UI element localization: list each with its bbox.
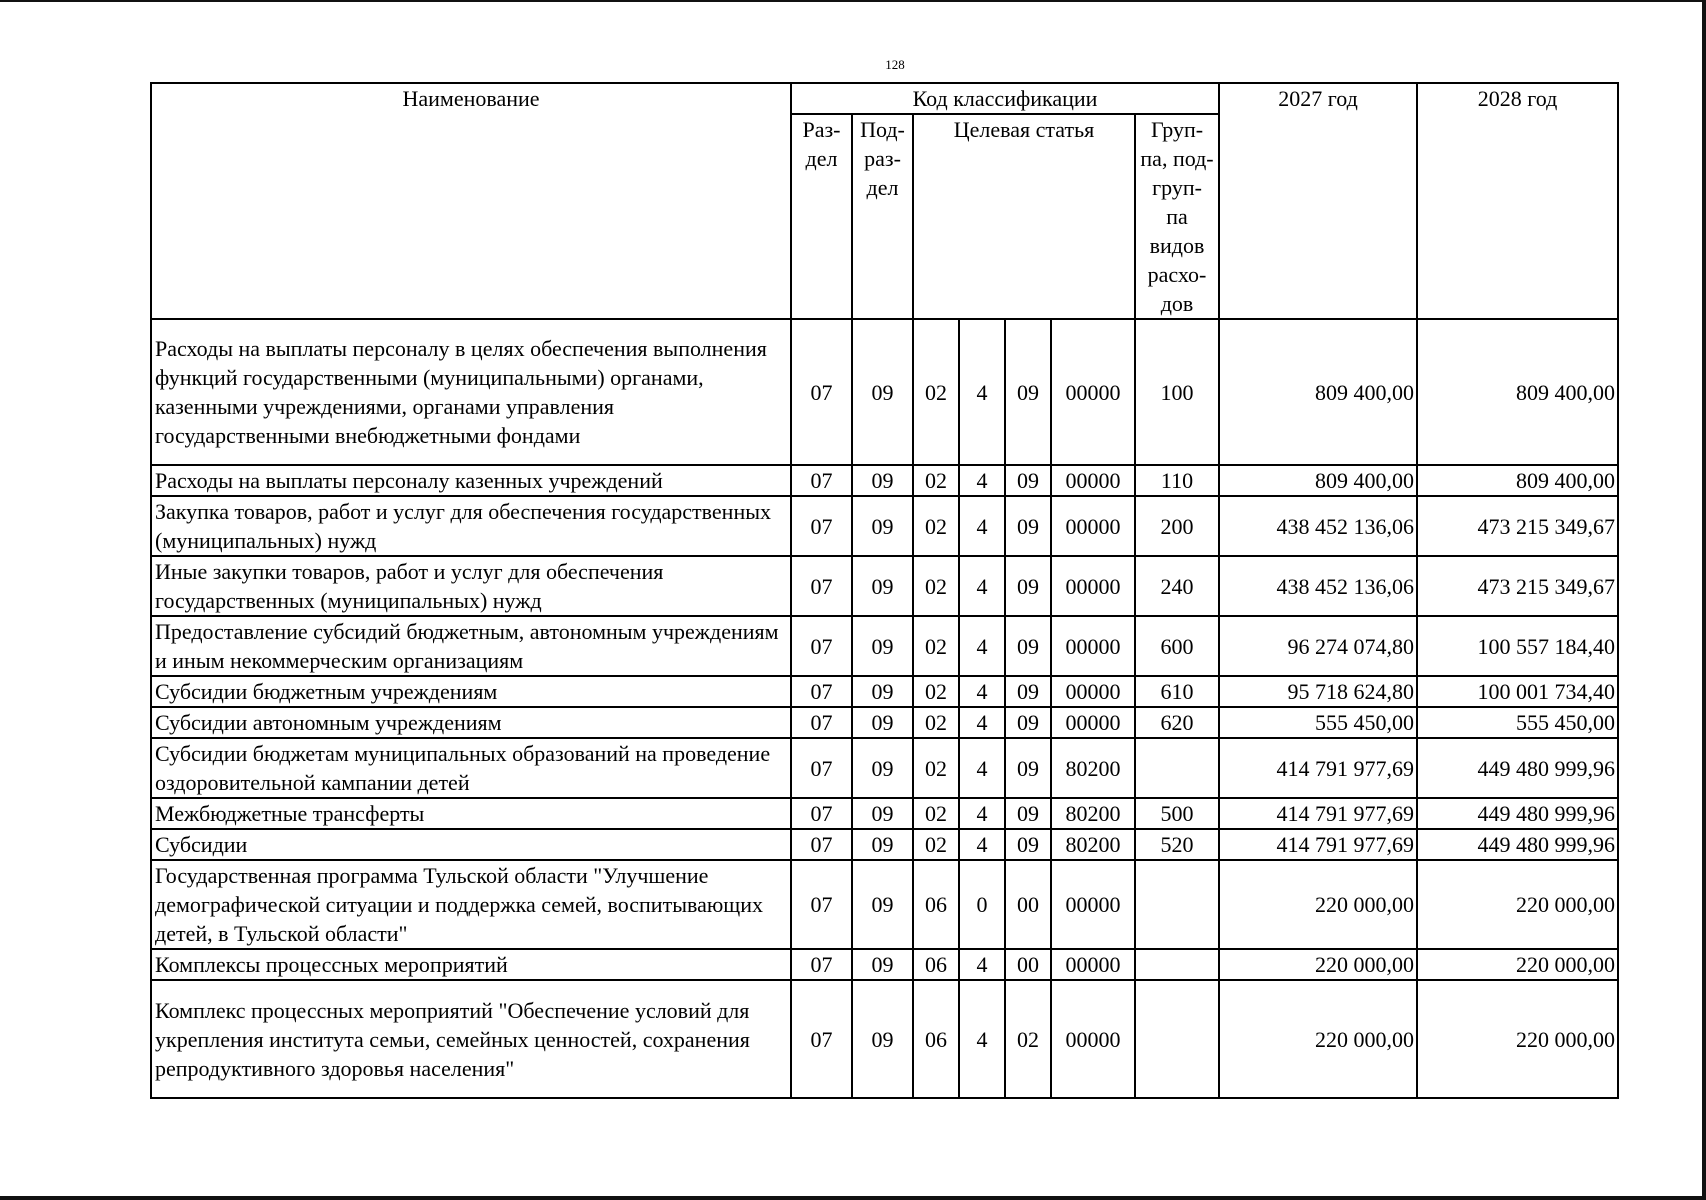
row-razdel: 07 [791, 496, 852, 556]
row-expense-type [1135, 949, 1219, 980]
table-row [151, 707, 1618, 738]
row-podrazdel: 09 [852, 829, 913, 860]
row-target-direction: 80200 [1051, 738, 1135, 798]
row-name: Межбюджетные трансферты [151, 798, 791, 829]
header-expense-group: Груп- па, под- груп- па видов расхо- дов [1135, 114, 1219, 319]
row-amount-2028: 100 557 184,40 [1417, 616, 1618, 676]
row-amount-2028: 473 215 349,67 [1417, 496, 1618, 556]
row-name: Расходы на выплаты персоналу казенных учреждений [151, 465, 791, 496]
row-amount-2027: 96 274 074,80 [1219, 616, 1417, 676]
row-name: Государственная программа Тульской области "Улучшение демографической ситуации и поддержка семей, воспитывающих детей, в Тульской области" [151, 860, 791, 949]
row-target-direction: 80200 [1051, 798, 1135, 829]
row-name: Расходы на выплаты персоналу в целях обеспечения выполнения функций государственными (муниципальными) органами, казенными учреждениями, органами управления государственными внебюджетными фондами [151, 319, 791, 465]
row-razdel: 07 [791, 465, 852, 496]
row-expense-type: 200 [1135, 496, 1219, 556]
row-amount-2028: 449 480 999,96 [1417, 798, 1618, 829]
page-number: 128 [885, 57, 905, 72]
row-target-direction: 00000 [1051, 676, 1135, 707]
row-target-sub: 09 [1005, 616, 1051, 676]
row-name: Комплексы процессных мероприятий [151, 949, 791, 980]
row-amount-2028: 220 000,00 [1417, 949, 1618, 980]
row-razdel: 07 [791, 707, 852, 738]
row-target-sub: 00 [1005, 860, 1051, 949]
row-amount-2028: 473 215 349,67 [1417, 556, 1618, 616]
row-amount-2028: 220 000,00 [1417, 860, 1618, 949]
budget-table [150, 82, 1619, 1099]
header-year-2028: 2028 год [1417, 83, 1618, 319]
table-row [151, 829, 1618, 860]
row-target-sub: 02 [1005, 980, 1051, 1098]
row-target-program: 06 [913, 980, 959, 1098]
row-target-direction: 00000 [1051, 860, 1135, 949]
row-target-type: 4 [959, 616, 1005, 676]
row-amount-2027: 809 400,00 [1219, 319, 1417, 465]
row-target-direction: 00000 [1051, 465, 1135, 496]
row-target-direction: 00000 [1051, 496, 1135, 556]
row-podrazdel: 09 [852, 556, 913, 616]
row-podrazdel: 09 [852, 980, 913, 1098]
row-target-program: 02 [913, 319, 959, 465]
row-target-program: 02 [913, 707, 959, 738]
row-razdel: 07 [791, 556, 852, 616]
row-amount-2028: 555 450,00 [1417, 707, 1618, 738]
row-amount-2027: 809 400,00 [1219, 465, 1417, 496]
row-expense-type [1135, 738, 1219, 798]
row-target-sub: 09 [1005, 319, 1051, 465]
row-target-sub: 09 [1005, 707, 1051, 738]
row-target-program: 02 [913, 738, 959, 798]
table-row [151, 860, 1618, 949]
row-amount-2028: 809 400,00 [1417, 319, 1618, 465]
table-row [151, 556, 1618, 616]
row-target-program: 02 [913, 496, 959, 556]
row-target-program: 02 [913, 798, 959, 829]
row-target-program: 06 [913, 949, 959, 980]
row-podrazdel: 09 [852, 949, 913, 980]
row-podrazdel: 09 [852, 465, 913, 496]
row-target-direction: 00000 [1051, 949, 1135, 980]
row-amount-2027: 438 452 136,06 [1219, 496, 1417, 556]
row-amount-2027: 220 000,00 [1219, 980, 1417, 1098]
row-target-direction: 80200 [1051, 829, 1135, 860]
row-expense-type [1135, 860, 1219, 949]
row-name: Иные закупки товаров, работ и услуг для обеспечения государственных (муниципальных) нужд [151, 556, 791, 616]
row-name: Предоставление субсидий бюджетным, автономным учреждениям и иным некоммерческим организациям [151, 616, 791, 676]
row-target-type: 4 [959, 707, 1005, 738]
table-row [151, 980, 1618, 1098]
row-target-type: 0 [959, 860, 1005, 949]
row-target-direction: 00000 [1051, 556, 1135, 616]
row-amount-2028: 449 480 999,96 [1417, 829, 1618, 860]
row-target-program: 02 [913, 829, 959, 860]
table-row [151, 738, 1618, 798]
row-target-type: 4 [959, 949, 1005, 980]
row-target-sub: 09 [1005, 829, 1051, 860]
row-amount-2027: 95 718 624,80 [1219, 676, 1417, 707]
row-expense-type: 500 [1135, 798, 1219, 829]
row-podrazdel: 09 [852, 496, 913, 556]
row-podrazdel: 09 [852, 738, 913, 798]
row-expense-type: 520 [1135, 829, 1219, 860]
row-target-type: 4 [959, 676, 1005, 707]
row-name: Субсидии [151, 829, 791, 860]
row-name: Субсидии бюджетным учреждениям [151, 676, 791, 707]
row-podrazdel: 09 [852, 860, 913, 949]
row-razdel: 07 [791, 616, 852, 676]
table-row [151, 465, 1618, 496]
row-amount-2028: 100 001 734,40 [1417, 676, 1618, 707]
row-target-type: 4 [959, 798, 1005, 829]
row-name: Субсидии автономным учреждениям [151, 707, 791, 738]
table-header [151, 83, 1618, 319]
row-amount-2027: 414 791 977,69 [1219, 829, 1417, 860]
row-target-sub: 00 [1005, 949, 1051, 980]
row-name: Закупка товаров, работ и услуг для обеспечения государственных (муниципальных) нужд [151, 496, 791, 556]
row-target-program: 02 [913, 556, 959, 616]
row-amount-2028: 809 400,00 [1417, 465, 1618, 496]
table-row [151, 616, 1618, 676]
row-amount-2027: 555 450,00 [1219, 707, 1417, 738]
row-expense-type [1135, 980, 1219, 1098]
header-code-group: Код классификации [791, 83, 1219, 114]
row-target-direction: 00000 [1051, 707, 1135, 738]
row-expense-type: 600 [1135, 616, 1219, 676]
row-amount-2028: 449 480 999,96 [1417, 738, 1618, 798]
row-amount-2027: 414 791 977,69 [1219, 798, 1417, 829]
header-year-2027: 2027 год [1219, 83, 1417, 319]
row-podrazdel: 09 [852, 798, 913, 829]
table-row [151, 949, 1618, 980]
row-name: Комплекс процессных мероприятий "Обеспечение условий для укрепления института семьи, семейных ценностей, сохранения репродуктивного здоровья населения" [151, 980, 791, 1098]
row-target-type: 4 [959, 496, 1005, 556]
table-row [151, 319, 1618, 465]
row-target-program: 06 [913, 860, 959, 949]
row-razdel: 07 [791, 798, 852, 829]
row-target-sub: 09 [1005, 465, 1051, 496]
row-podrazdel: 09 [852, 319, 913, 465]
row-target-program: 02 [913, 676, 959, 707]
header-podrazdel: Под- раз- дел [852, 114, 913, 319]
row-razdel: 07 [791, 738, 852, 798]
row-expense-type: 110 [1135, 465, 1219, 496]
table-row [151, 798, 1618, 829]
row-target-type: 4 [959, 465, 1005, 496]
row-amount-2027: 438 452 136,06 [1219, 556, 1417, 616]
row-target-type: 4 [959, 980, 1005, 1098]
row-podrazdel: 09 [852, 616, 913, 676]
row-target-program: 02 [913, 465, 959, 496]
row-target-sub: 09 [1005, 556, 1051, 616]
row-expense-type: 610 [1135, 676, 1219, 707]
row-razdel: 07 [791, 980, 852, 1098]
row-target-direction: 00000 [1051, 616, 1135, 676]
row-target-sub: 09 [1005, 738, 1051, 798]
row-target-type: 4 [959, 556, 1005, 616]
header-name: Наименование [151, 83, 791, 319]
table-row [151, 676, 1618, 707]
row-target-direction: 00000 [1051, 319, 1135, 465]
row-target-type: 4 [959, 319, 1005, 465]
row-target-type: 4 [959, 738, 1005, 798]
row-target-type: 4 [959, 829, 1005, 860]
row-target-sub: 09 [1005, 798, 1051, 829]
header-razdel: Раз- дел [791, 114, 852, 319]
row-razdel: 07 [791, 829, 852, 860]
row-target-sub: 09 [1005, 676, 1051, 707]
header-target-article: Целевая статья [913, 114, 1135, 319]
row-podrazdel: 09 [852, 707, 913, 738]
row-expense-type: 240 [1135, 556, 1219, 616]
row-expense-type: 100 [1135, 319, 1219, 465]
row-amount-2027: 414 791 977,69 [1219, 738, 1417, 798]
row-razdel: 07 [791, 676, 852, 707]
row-name: Субсидии бюджетам муниципальных образований на проведение оздоровительной кампании детей [151, 738, 791, 798]
row-amount-2028: 220 000,00 [1417, 980, 1618, 1098]
row-razdel: 07 [791, 319, 852, 465]
row-target-sub: 09 [1005, 496, 1051, 556]
table-body [151, 319, 1618, 1098]
row-amount-2027: 220 000,00 [1219, 860, 1417, 949]
row-razdel: 07 [791, 860, 852, 949]
row-amount-2027: 220 000,00 [1219, 949, 1417, 980]
row-podrazdel: 09 [852, 676, 913, 707]
row-expense-type: 620 [1135, 707, 1219, 738]
row-target-direction: 00000 [1051, 980, 1135, 1098]
row-target-program: 02 [913, 616, 959, 676]
row-razdel: 07 [791, 949, 852, 980]
table-row [151, 496, 1618, 556]
